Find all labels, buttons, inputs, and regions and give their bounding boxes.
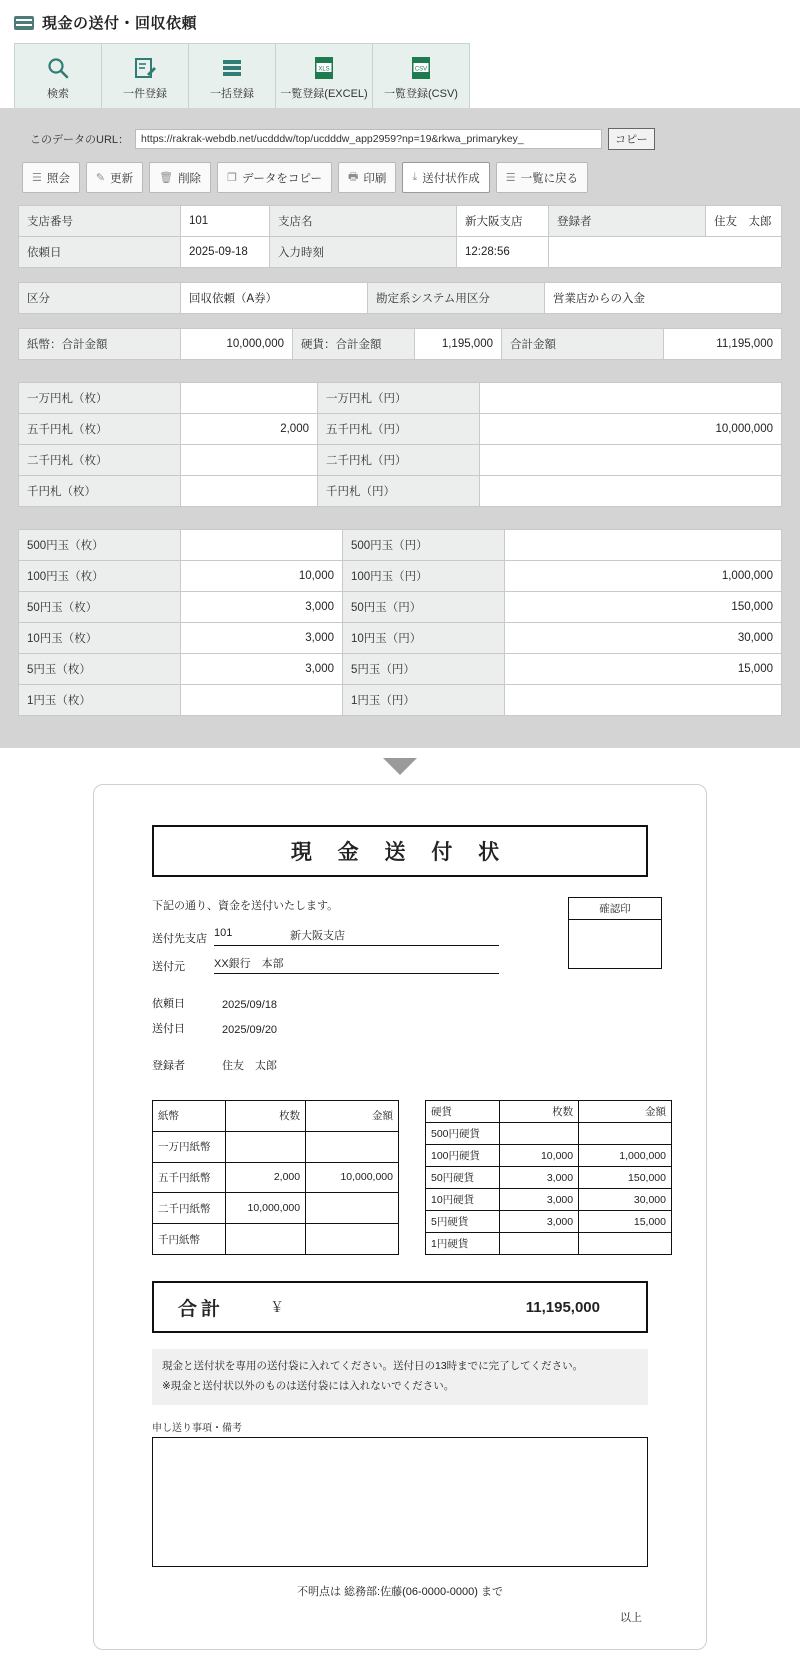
coin-amount-value: 30,000 <box>505 623 782 654</box>
coin-count-value <box>181 685 343 716</box>
confirmation-stamp-label: 確認印 <box>569 898 661 920</box>
printer-icon: 🖶 <box>347 171 359 183</box>
tab-bulk-register[interactable] <box>189 44 276 108</box>
form-note-2: ※現金と送付状以外のものは送付袋には入れないでください。 <box>162 1379 455 1392</box>
memo-box[interactable] <box>152 1437 648 1567</box>
tab-csv-register[interactable] <box>373 44 469 108</box>
table-row <box>19 592 782 623</box>
action-button-row <box>18 160 782 205</box>
update-button-label: 更新 <box>110 172 134 185</box>
back-icon: ☰ <box>505 172 516 184</box>
form-registrant-label: 登録者 <box>152 1060 185 1072</box>
bill-amount-value <box>480 445 782 476</box>
inquiry-button[interactable] <box>22 162 80 193</box>
bill-amount-value <box>480 383 782 414</box>
info-blank-cell <box>549 237 782 268</box>
bill-count-value: 2,000 <box>181 414 318 445</box>
bill-amount-label: 五千円札（円） <box>318 414 480 445</box>
bill-count-value <box>181 476 318 507</box>
kubun-value: 回収依頼（A券） <box>181 283 368 314</box>
request-date-label: 依頼日 <box>19 237 181 268</box>
send-date-label: 送付日 <box>152 1023 185 1035</box>
bill-row-count <box>226 1224 306 1255</box>
coin-amount-label: 500円玉（円） <box>343 530 505 561</box>
branch-name-label: 支店名 <box>270 206 457 237</box>
tab-csv-register-label: 一覧登録(CSV) <box>384 88 458 100</box>
coin-row-amount <box>579 1123 672 1145</box>
table-row <box>19 445 782 476</box>
table-row <box>426 1211 672 1233</box>
branch-no-value: 101 <box>181 206 270 237</box>
form-total-currency: ￥ <box>270 1299 285 1315</box>
table-row <box>19 561 782 592</box>
form-note-1: 現金と送付状を専用の送付袋に入れてください。送付日の13時までに完了してください。 <box>162 1360 584 1372</box>
update-button[interactable] <box>86 162 143 193</box>
from-label: 送付元 <box>152 961 185 973</box>
coin-amount-label: 1円玉（円） <box>343 685 505 716</box>
tab-bulk-register-label: 一括登録 <box>210 88 254 100</box>
copy-icon: ❐ <box>227 172 237 184</box>
table-row <box>19 283 782 314</box>
coin-row-name: 10円硬貨 <box>426 1189 500 1211</box>
input-time-value: 12:28:56 <box>457 237 549 268</box>
svg-text:XLS: XLS <box>318 66 330 73</box>
coin-row-name: 50円硬貨 <box>426 1167 500 1189</box>
tab-excel-register-label: 一覧登録(EXCEL) <box>280 88 368 100</box>
title-bar <box>0 0 800 43</box>
coin-amount-value: 1,000,000 <box>505 561 782 592</box>
tab-single-register[interactable] <box>102 44 189 108</box>
download-icon: ⤓ <box>412 171 418 183</box>
coin-amount-label: 100円玉（円） <box>343 561 505 592</box>
form-title: 現 金 送 付 状 <box>152 825 648 877</box>
table-row <box>426 1189 672 1211</box>
table-row <box>19 237 782 268</box>
table-row <box>19 414 782 445</box>
create-cover-letter-button[interactable] <box>402 162 489 193</box>
table-row <box>426 1167 672 1189</box>
table-row <box>153 1131 399 1162</box>
bill-row-name: 千円紙幣 <box>153 1224 226 1255</box>
form-coin-table <box>425 1100 672 1255</box>
coin-count-value: 10,000 <box>181 561 343 592</box>
main-toolbar[interactable] <box>14 43 470 108</box>
pencil-icon: ✎ <box>95 172 106 184</box>
data-url-value[interactable]: https://rakrak-webdb.net/ucdddw/top/ucdddw_app2959?np=19&rkwa_primarykey_ <box>135 129 602 149</box>
copy-data-button-label: データをコピー <box>241 172 322 185</box>
back-to-list-button-label: 一覧に戻る <box>520 172 579 185</box>
from-value: XX銀行 本部 <box>214 958 284 970</box>
table-row <box>19 476 782 507</box>
coin-count-label: 100円玉（枚） <box>19 561 181 592</box>
coin-total-label: 硬貨：合計金額 <box>293 329 415 360</box>
confirmation-stamp-box <box>568 897 662 969</box>
coin-amount-value <box>505 530 782 561</box>
coin-count-label: 50円玉（枚） <box>19 592 181 623</box>
coin-count-value: 3,000 <box>181 654 343 685</box>
req-date-row <box>152 995 568 1011</box>
coin-col-name: 硬貨 <box>426 1101 500 1123</box>
dest-no: 101 <box>214 927 233 939</box>
coin-count-label: 10円玉（枚） <box>19 623 181 654</box>
form-footer-contact: 不明点は 総務部:佐藤(06-0000-0000) まで <box>297 1585 503 1598</box>
edit-icon <box>106 53 184 83</box>
copy-data-button[interactable] <box>217 162 332 193</box>
table-row <box>19 530 782 561</box>
bill-amount-label: 千円札（円） <box>318 476 480 507</box>
coin-row-amount: 30,000 <box>579 1189 672 1211</box>
req-date-value: 2025/09/18 <box>222 999 278 1011</box>
table-row <box>153 1162 399 1193</box>
bill-col-count: 枚数 <box>226 1101 306 1132</box>
coin-col-count: 枚数 <box>500 1101 579 1123</box>
form-lead: 下記の通り、資金を送付いたします。 <box>152 900 339 912</box>
delete-button-label: 削除 <box>178 172 202 185</box>
coin-count-value: 3,000 <box>181 623 343 654</box>
coin-count-value: 3,000 <box>181 592 343 623</box>
print-button-label: 印刷 <box>363 172 387 185</box>
print-button[interactable] <box>338 162 396 193</box>
bill-row-amount: 10,000,000 <box>306 1162 399 1193</box>
excel-icon <box>280 53 368 83</box>
cover-letter-preview <box>93 784 707 1650</box>
req-date-label: 依頼日 <box>152 998 185 1010</box>
table-row <box>153 1193 399 1224</box>
table-row <box>426 1145 672 1167</box>
page-title: 現金の送付・回収依頼 <box>42 15 198 32</box>
form-footer-end: 以上 <box>620 1611 642 1624</box>
coin-count-label: 1円玉（枚） <box>19 685 181 716</box>
table-icon <box>14 16 34 30</box>
svg-text:CSV: CSV <box>414 66 428 73</box>
coin-row-amount: 150,000 <box>579 1167 672 1189</box>
bill-row-name: 一万円紙幣 <box>153 1131 226 1162</box>
list-icon: ☰ <box>32 172 42 184</box>
bill-count-value <box>181 383 318 414</box>
tab-excel-register[interactable] <box>276 44 373 108</box>
tab-search[interactable] <box>15 44 102 108</box>
coin-row-amount: 15,000 <box>579 1211 672 1233</box>
back-to-list-button[interactable] <box>496 162 588 193</box>
list-icon <box>193 53 271 83</box>
coin-row-amount <box>579 1233 672 1255</box>
grand-total-value: 11,195,000 <box>664 329 782 360</box>
create-cover-letter-button-label: 送付状作成 <box>422 172 480 185</box>
dest-row <box>152 927 568 946</box>
coin-amount-value: 150,000 <box>505 592 782 623</box>
bill-row-amount <box>306 1131 399 1162</box>
bill-amount-value: 10,000,000 <box>480 414 782 445</box>
send-date-row <box>152 1020 568 1036</box>
coin-count-label: 500円玉（枚） <box>19 530 181 561</box>
coin-col-amount: 金額 <box>579 1101 672 1123</box>
totals-table <box>18 328 782 360</box>
table-row <box>19 654 782 685</box>
csv-icon <box>377 53 465 83</box>
content-panel <box>0 108 800 748</box>
coin-row-name: 5円硬貨 <box>426 1211 500 1233</box>
registrant-label: 登録者 <box>549 206 706 237</box>
bill-row-count: 10,000,000 <box>226 1193 306 1224</box>
table-row <box>19 685 782 716</box>
search-icon <box>19 53 97 83</box>
coin-row-count: 3,000 <box>500 1189 579 1211</box>
coin-row-count <box>500 1233 579 1255</box>
bill-total-label: 紙幣：合計金額 <box>19 329 181 360</box>
form-bill-table <box>152 1100 399 1255</box>
inquiry-button-label: 照会 <box>46 172 70 185</box>
registrant-row <box>152 1057 568 1073</box>
coins-table <box>18 529 782 716</box>
table-row <box>19 206 782 237</box>
coin-amount-label: 50円玉（円） <box>343 592 505 623</box>
bill-row-count: 2,000 <box>226 1162 306 1193</box>
coin-row-count <box>500 1123 579 1145</box>
classification-table <box>18 282 782 314</box>
bill-amount-label: 一万円札（円） <box>318 383 480 414</box>
delete-button[interactable] <box>149 162 211 193</box>
table-row <box>426 1123 672 1145</box>
table-row <box>426 1233 672 1255</box>
coin-row-amount: 1,000,000 <box>579 1145 672 1167</box>
coin-amount-value: 15,000 <box>505 654 782 685</box>
table-row <box>19 623 782 654</box>
table-row <box>19 383 782 414</box>
send-date-value: 2025/09/20 <box>222 1024 278 1036</box>
coin-amount-value <box>505 685 782 716</box>
form-total-label: 合計 <box>178 1298 225 1320</box>
table-row <box>19 329 782 360</box>
table-header-row <box>426 1101 672 1123</box>
bill-amount-value <box>480 476 782 507</box>
coin-row-name: 1円硬貨 <box>426 1233 500 1255</box>
coin-row-count: 10,000 <box>500 1145 579 1167</box>
coin-amount-label: 10円玉（円） <box>343 623 505 654</box>
coin-count-value <box>181 530 343 561</box>
bills-table <box>18 382 782 507</box>
bill-count-label: 一万円札（枚） <box>19 383 181 414</box>
bill-amount-label: 二千円札（円） <box>318 445 480 476</box>
coin-amount-label: 5円玉（円） <box>343 654 505 685</box>
bill-count-label: 千円札（枚） <box>19 476 181 507</box>
form-total-value: 11,195,000 <box>525 1298 600 1316</box>
coin-total-value: 1,195,000 <box>415 329 502 360</box>
form-registrant-value: 住友 太郎 <box>222 1060 277 1072</box>
memo-label: 申し送り事項・備考 <box>152 1422 242 1434</box>
triangle-down-icon <box>383 758 417 775</box>
data-url-row <box>18 122 782 160</box>
input-time-label: 入力時刻 <box>270 237 457 268</box>
bill-col-name: 紙幣 <box>153 1101 226 1132</box>
system-kubun-value: 営業店からの入金 <box>545 283 782 314</box>
dest-name: 新大阪支店 <box>290 930 345 942</box>
bill-row-count <box>226 1131 306 1162</box>
flow-arrow <box>0 748 800 784</box>
form-total-box <box>152 1281 648 1333</box>
bill-col-amount: 金額 <box>306 1101 399 1132</box>
table-row <box>153 1224 399 1255</box>
form-notes <box>152 1349 648 1405</box>
coin-row-count: 3,000 <box>500 1167 579 1189</box>
coin-row-name: 100円硬貨 <box>426 1145 500 1167</box>
branch-name-value: 新大阪支店 <box>457 206 549 237</box>
kubun-label: 区分 <box>19 283 181 314</box>
bill-count-value <box>181 445 318 476</box>
info-table <box>18 205 782 268</box>
tab-single-register-label: 一件登録 <box>123 88 167 100</box>
request-date-value: 2025-09-18 <box>181 237 270 268</box>
system-kubun-label: 勘定系システム用区分 <box>368 283 545 314</box>
branch-no-label: 支店番号 <box>19 206 181 237</box>
bill-row-amount <box>306 1193 399 1224</box>
grand-total-label: 合計金額 <box>502 329 664 360</box>
data-url-label: このデータのURL： <box>30 134 130 146</box>
coin-row-count: 3,000 <box>500 1211 579 1233</box>
dest-label: 送付先支店 <box>152 933 207 945</box>
from-row <box>152 955 568 974</box>
confirmation-stamp-area <box>569 920 661 968</box>
bill-row-name: 二千円紙幣 <box>153 1193 226 1224</box>
copy-url-button[interactable]: コピー <box>608 128 655 150</box>
bill-row-name: 五千円紙幣 <box>153 1162 226 1193</box>
coin-row-name: 500円硬貨 <box>426 1123 500 1145</box>
tab-search-label: 検索 <box>47 88 69 100</box>
registrant-value: 住友 太郎 <box>706 206 782 237</box>
bill-row-amount <box>306 1224 399 1255</box>
trash-icon: 🗑 <box>159 172 174 184</box>
coin-count-label: 5円玉（枚） <box>19 654 181 685</box>
bill-count-label: 二千円札（枚） <box>19 445 181 476</box>
bill-total-value: 10,000,000 <box>181 329 293 360</box>
table-header-row <box>153 1101 399 1132</box>
app-window <box>0 0 800 748</box>
bill-count-label: 五千円札（枚） <box>19 414 181 445</box>
